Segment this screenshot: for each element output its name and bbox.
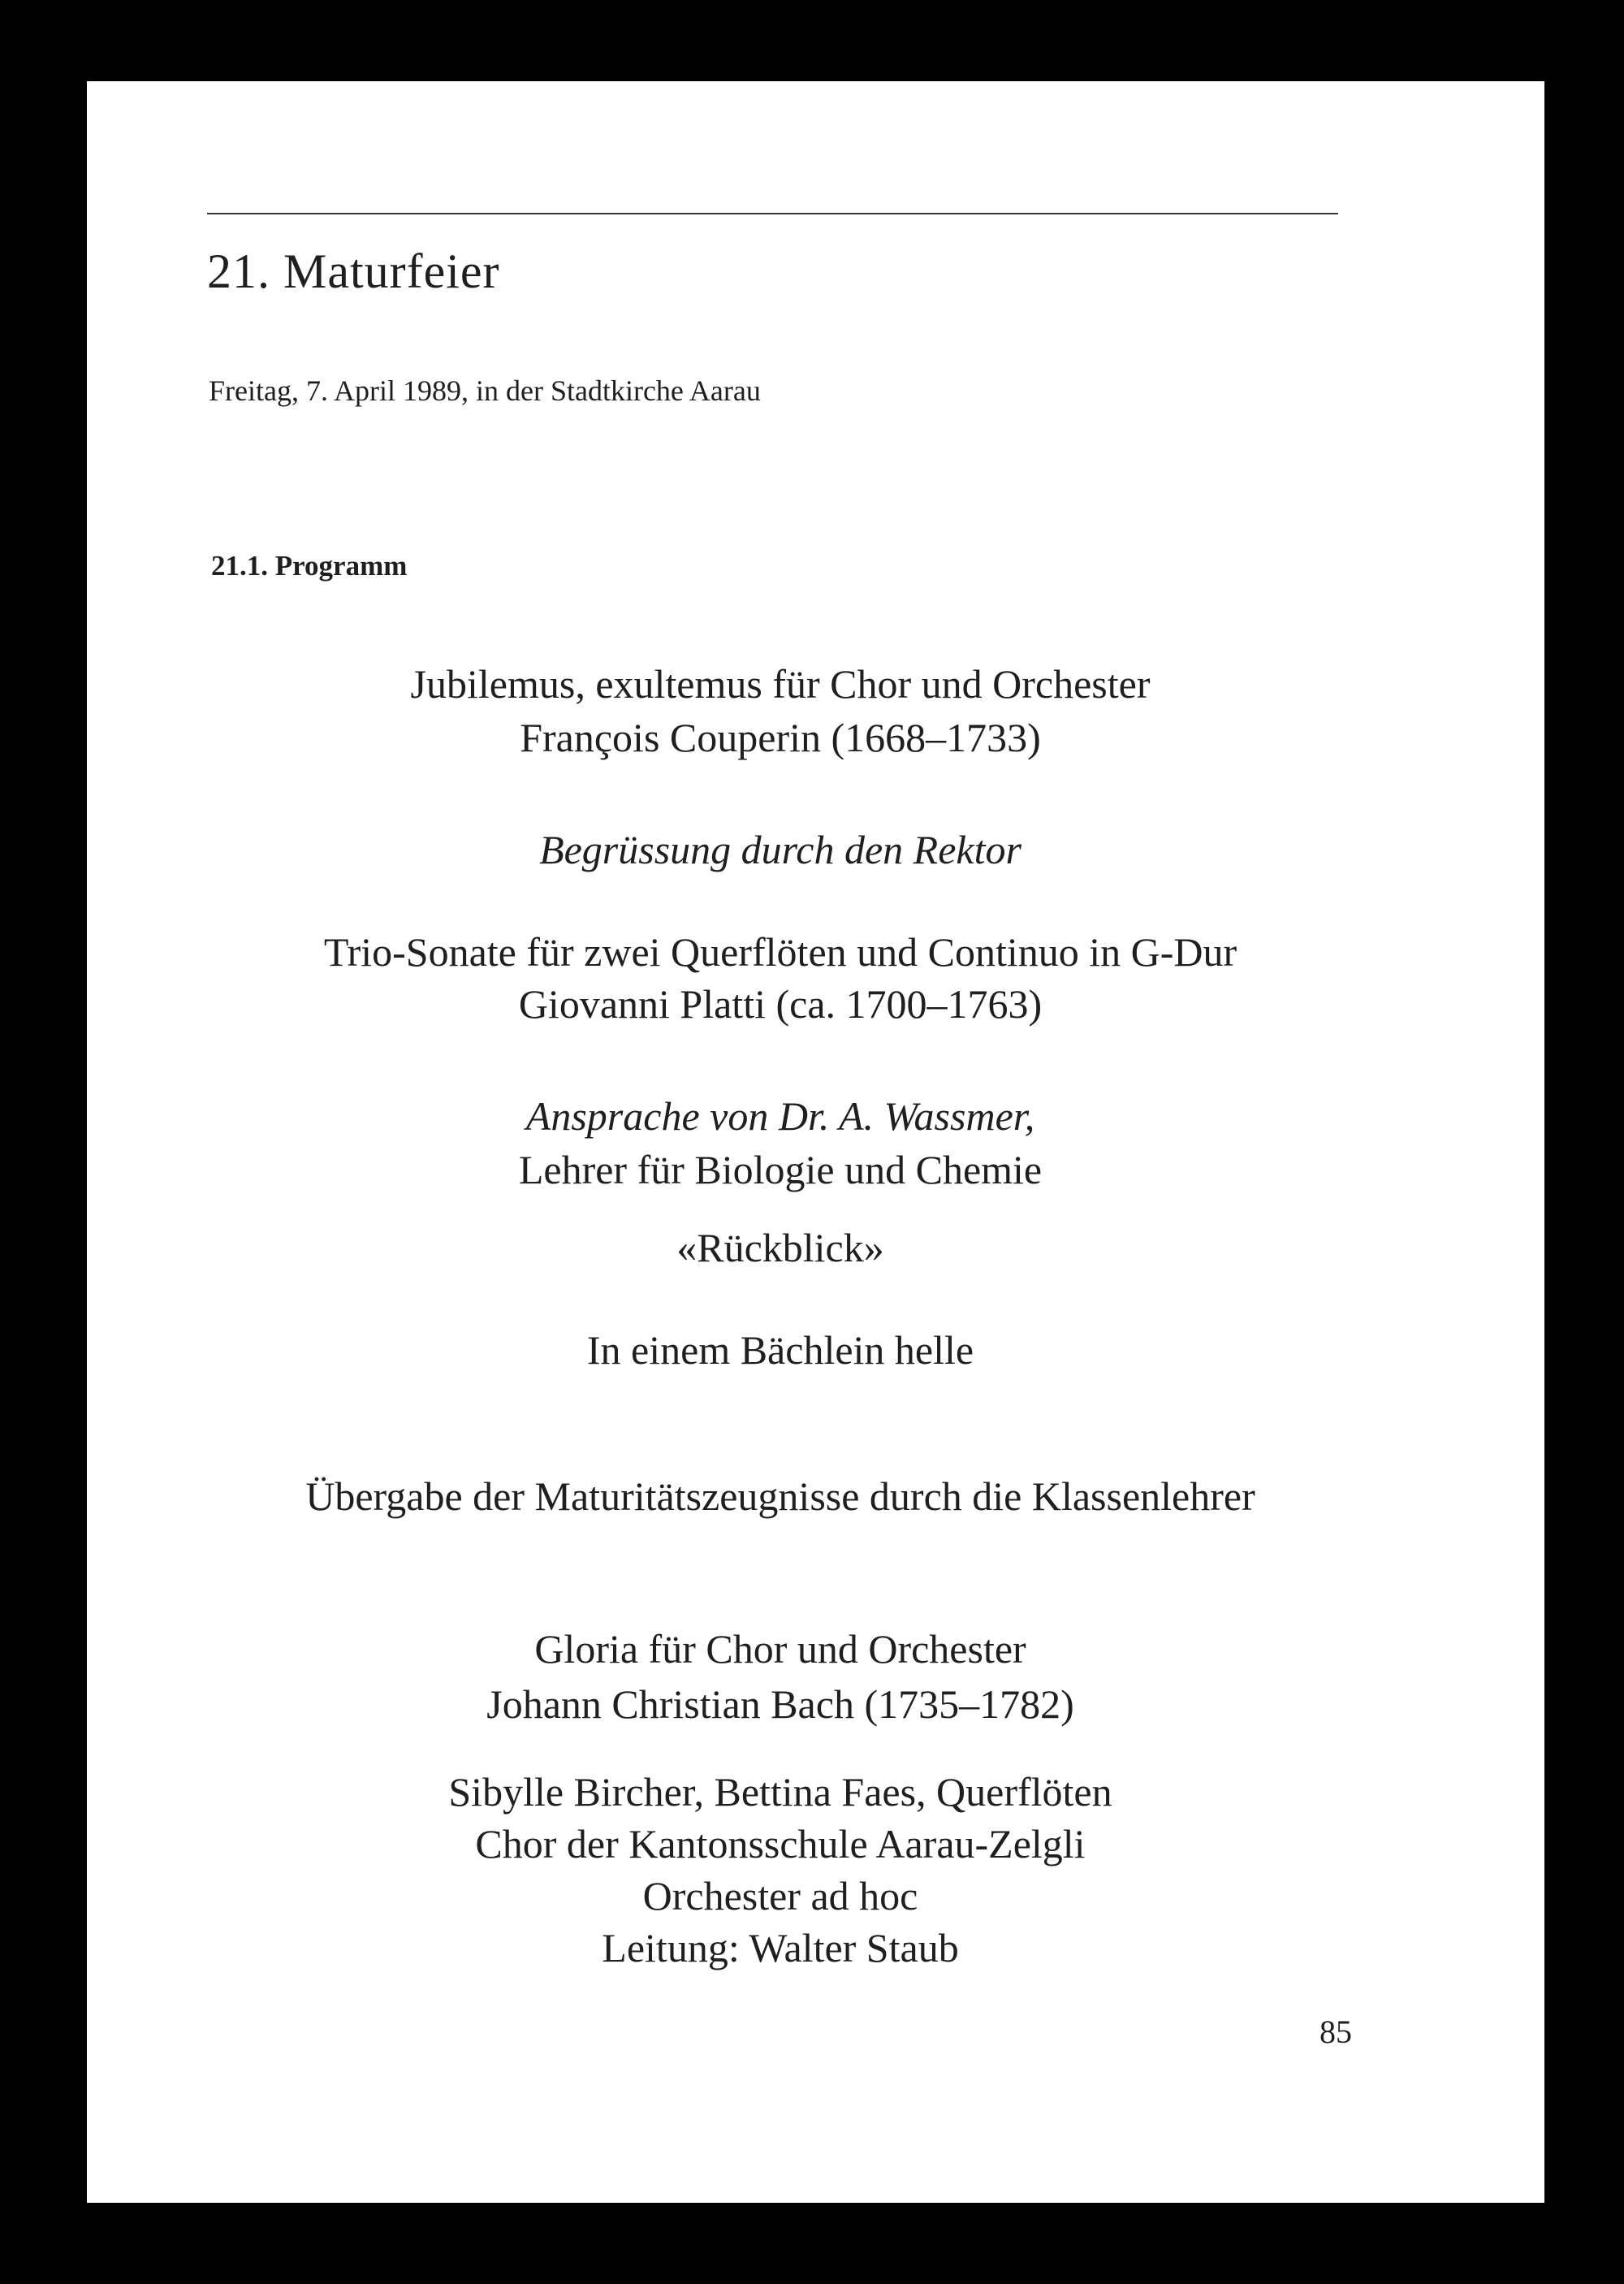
performers-flutists: Sibylle Bircher, Bettina Faes, Querflöten (448, 1769, 1112, 1815)
program-couperin-composer: François Couperin (1668–1733) (520, 715, 1041, 760)
program-speech-title: «Rückblick» (676, 1225, 884, 1270)
program-platti-title: Trio-Sonate für zwei Querflöten und Continuo in G-Dur (323, 929, 1237, 975)
performers-conductor: Leitung: Walter Staub (602, 1925, 959, 1970)
program-bach-composer: Johann Christian Bach (1735–1782) (486, 1681, 1074, 1727)
program-platti-composer: Giovanni Platti (ca. 1700–1763) (518, 981, 1043, 1027)
section-heading: 21.1. Programm (211, 550, 408, 582)
program-song: In einem Bächlein helle (586, 1327, 974, 1373)
page-number: 85 (1320, 2014, 1352, 2050)
program-welcome: Begrüssung durch den Rektor (539, 827, 1021, 872)
chapter-title: 21. Maturfeier (207, 244, 500, 298)
performers-orchestra: Orchester ad hoc (642, 1873, 918, 1918)
program-certificates: Übergabe der Maturitätszeugnisse durch die Klassenlehrer (305, 1473, 1255, 1519)
program-couperin-title: Jubilemus, exultemus für Chor und Orchester (410, 661, 1151, 707)
program-speech-role: Lehrer für Biologie und Chemie (518, 1147, 1043, 1192)
program-speech-by: Ansprache von Dr. A. Wassmer, (525, 1093, 1035, 1139)
document-page (87, 81, 1544, 2203)
header-rule (207, 213, 1338, 214)
program-bach-title: Gloria für Chor und Orchester (534, 1626, 1026, 1672)
event-date-line: Freitag, 7. April 1989, in der Stadtkirche Aarau (209, 374, 761, 407)
performers-choir: Chor der Kantonsschule Aarau-Zelgli (475, 1821, 1086, 1867)
